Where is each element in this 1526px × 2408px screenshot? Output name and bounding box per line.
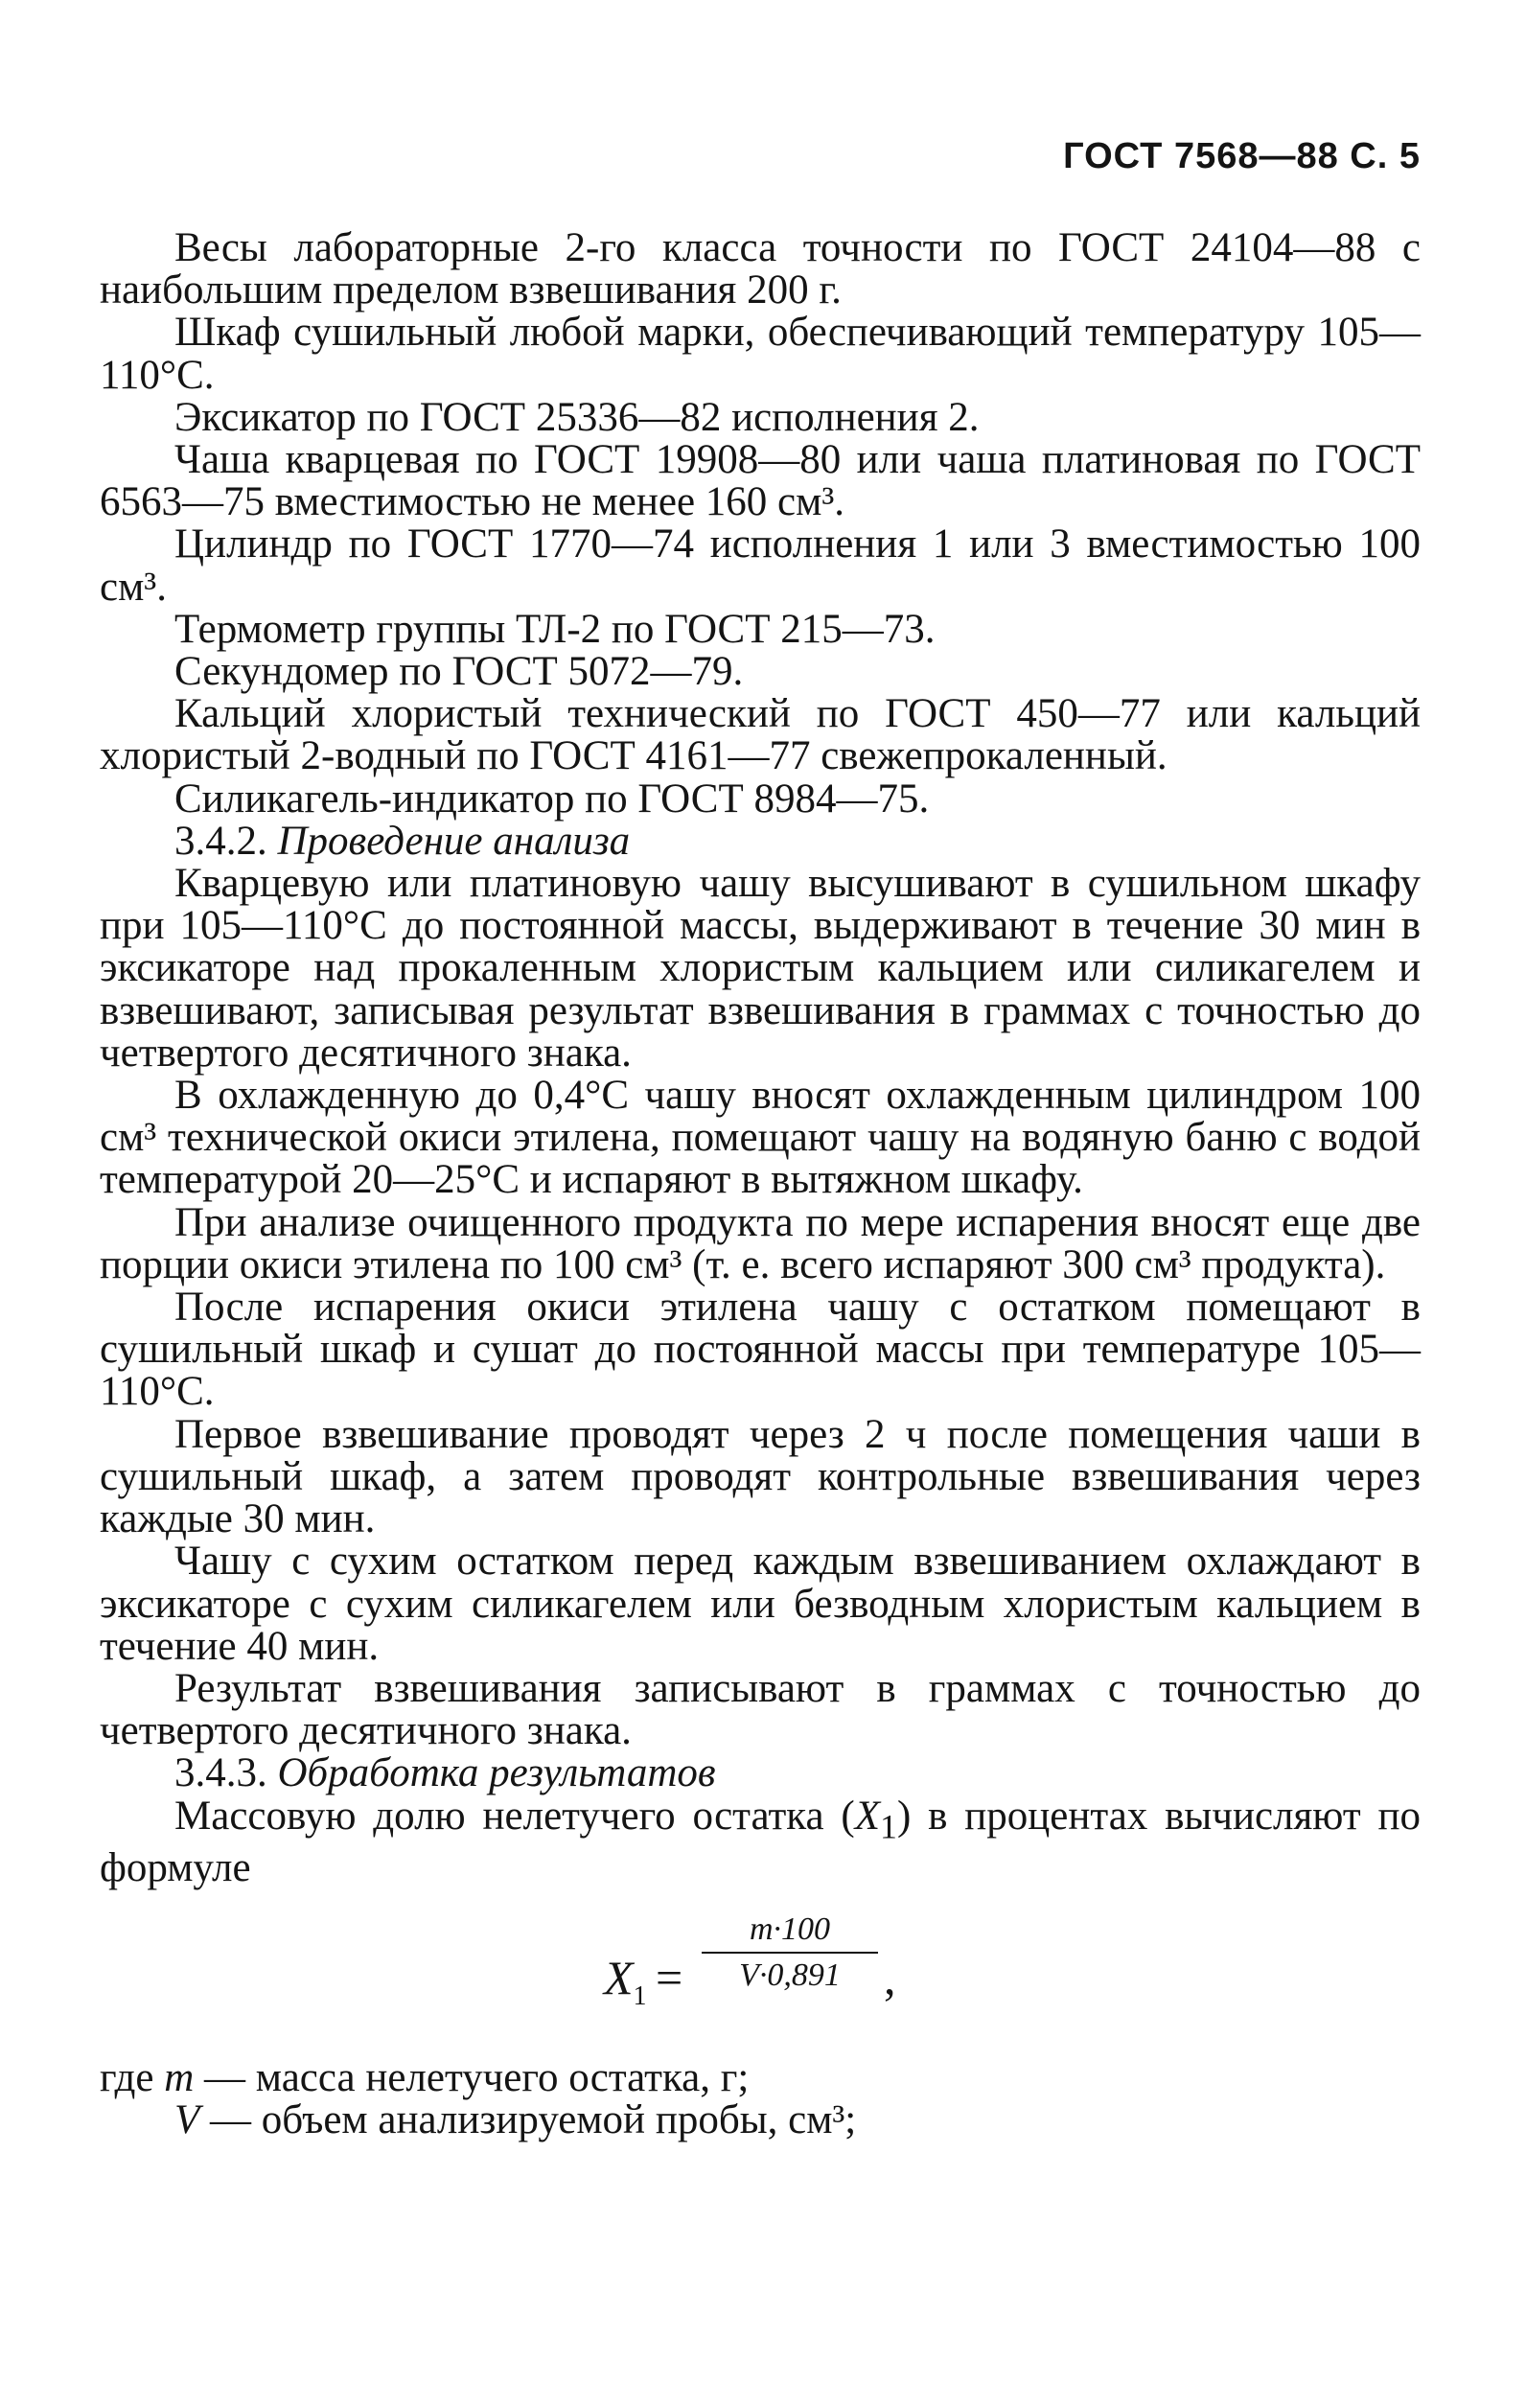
section-number: 3.4.2.	[174, 818, 267, 864]
formula-lhs-symbol: X	[604, 1950, 634, 2004]
formula-lhs	[604, 1950, 647, 2012]
page-header: ГОСТ 7568—88 С. 5	[1063, 136, 1421, 176]
result-symbol-sub: 1	[880, 1807, 897, 1846]
analysis-paragraph: Результат взвешивания записывают в граммах с точностью до четвертого десятичного знака.	[100, 1665, 1421, 1754]
where-symbol: V	[174, 2096, 200, 2142]
analysis-paragraph: Чашу с сухим остатком перед каждым взвешиванием охлаждают в эксикаторе с сухим силикагелем или безводным хлористым кальцием в течение 40 мин.	[100, 1539, 1421, 1669]
formula-fraction	[702, 1911, 878, 1994]
where-prefix: где	[100, 2054, 165, 2100]
equipment-item: Секундомер по ГОСТ 5072—79.	[174, 649, 744, 695]
equipment-item: Кальций хлористый технический по ГОСТ 450—77 или кальций хлористый 2-водный по ГОСТ 4161—77 свежепрокаленный.	[100, 691, 1421, 779]
analysis-paragraph: В охлажденную до 0,4°С чашу вносят охлажденным цилиндром 100 см³ технической окиси этилена, помещают чашу на водяную баню с водой температурой 20—25°С и испаряют в вытяжном шкафу.	[100, 1073, 1421, 1203]
where-text: — объем анализируемой пробы, см³;	[199, 2096, 857, 2142]
result-symbol: X	[854, 1793, 881, 1839]
equipment-item: Эксикатор по ГОСТ 25336—82 исполнения 2.	[174, 394, 980, 440]
formula-numerator: m·100	[749, 1910, 831, 1947]
section-number: 3.4.3.	[174, 1750, 267, 1796]
section-heading-analysis	[100, 818, 1421, 864]
analysis-paragraph: После испарения окиси этилена чашу с остатком помещают в сушильный шкаф и сушат до постоянной массы при температуре 105—110°С.	[100, 1285, 1421, 1415]
where-text: — масса нелетучего остатка, г;	[194, 2054, 750, 2100]
section-title: Обработка результатов	[277, 1750, 716, 1796]
equipment-item: Весы лабораторные 2-го класса точности по ГОСТ 24104—88 с наибольшим пределом взвешивания 200 г.	[100, 225, 1421, 313]
analysis-paragraph: При анализе очищенного продукта по мере испарения вносят еще две порции окиси этилена по 100 см³ (т. е. всего испаряют 300 см³ продукта).	[100, 1199, 1421, 1287]
section-title: Проведение анализа	[277, 818, 631, 864]
equipment-item: Шкаф сушильный любой марки, обеспечивающий температуру 105—110°С.	[100, 310, 1421, 398]
result-intro-text: Массовую долю нелетучего остатка (	[174, 1793, 855, 1839]
formula	[100, 1898, 1421, 2051]
equipment-item: Цилиндр по ГОСТ 1770—74 исполнения 1 или 3 вместимостью 100 см³.	[100, 521, 1421, 610]
equipment-item: Силикагель-индикатор по ГОСТ 8984—75.	[174, 776, 930, 822]
result-intro	[100, 1795, 1421, 1890]
formula-denominator: V·0,891	[739, 1956, 841, 1993]
analysis-paragraph: Первое взвешивание проводят через 2 ч после помещения чаши в сушильный шкаф, а затем проводят контрольные взвешивания через каждые 30 мин.	[100, 1411, 1421, 1542]
document-body	[100, 227, 1421, 2142]
section-heading-results	[100, 1752, 1421, 1794]
equipment-item: Чаша кварцевая по ГОСТ 19908—80 или чаша платиновая по ГОСТ 6563—75 вместимостью не менее 160 см³.	[100, 437, 1421, 525]
formula-lhs-sub: 1	[633, 1980, 647, 2011]
equipment-item: Термометр группы ТЛ-2 по ГОСТ 215—73.	[174, 606, 936, 652]
where-definition	[100, 2054, 1421, 2100]
where-definition	[174, 2096, 1421, 2142]
result-intro-text-end: ) в процентах вычисляют по формуле	[100, 1793, 1421, 1891]
formula-comma: ,	[884, 1950, 896, 2004]
where-symbol: m	[164, 2054, 195, 2100]
formula-equals: =	[656, 1950, 683, 2004]
analysis-paragraph: Кварцевую или платиновую чашу высушивают в сушильном шкафу при 105—110°С до постоянной массы, выдерживают в течение 30 мин в эксикаторе над прокаленным хлористым кальцием или силикагелем и взвешивают, записывая результат взвешивания в граммах с точностью до четвертого десятичного знака.	[100, 861, 1421, 1076]
